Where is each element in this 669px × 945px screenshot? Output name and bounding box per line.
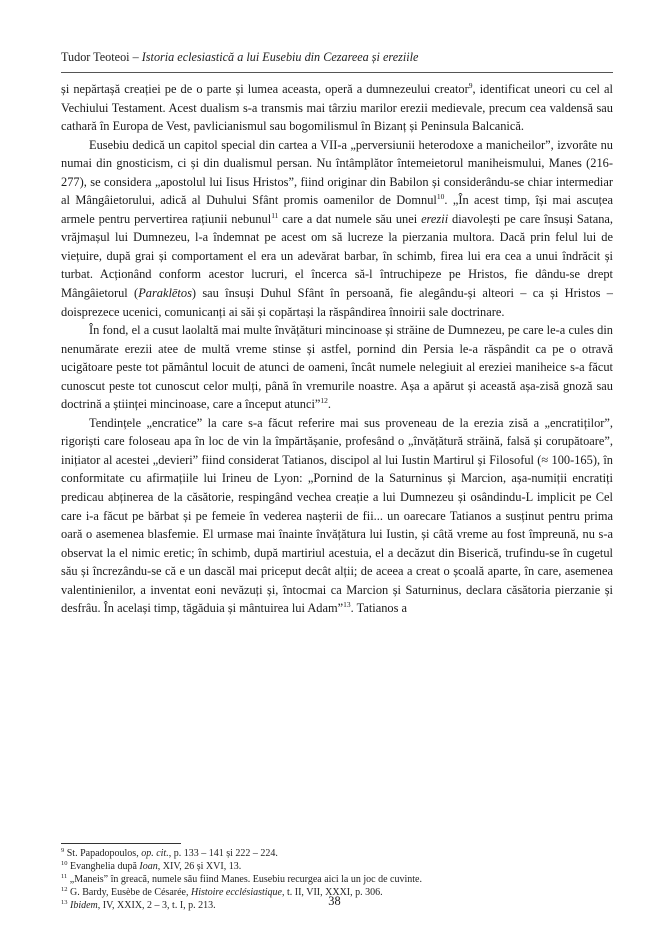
footnote-ref: 10 [436, 192, 445, 202]
italic-text: op. cit. [141, 848, 169, 859]
paragraph [61, 80, 613, 136]
text-run: . [327, 397, 332, 412]
header-rule [61, 72, 613, 73]
text-run: . „În acest timp, își mai ascuțea armele pentru pervertirea rațiunii nebunul [61, 193, 613, 226]
text-run: În fond, el a cusut laolaltă mai multe învățături mincinoase și străine de Dumnezeu, pe care le-a cules din nenumărate erezii atee de multă vreme stinse și astfel, pornind din Persia le-a răspândit ca pe o otravă ucigătoare peste tot pământul locuit de atunci de oameni, încât numele nelegiuit al ereziei maniheice s-a făcut cunoscut peste tot cunoscut celor mulți, până în vremurile noastre. Așa a apărut și această așa-zisă gnoză sau doctrină a științei mincinoase, care a început atunci” [61, 323, 613, 412]
header-separator: – [129, 50, 142, 64]
italic-text: Paraklētos [138, 286, 192, 301]
footnote-rule [61, 843, 181, 844]
text-run: care a dat numele său unei [278, 211, 422, 226]
text-run: G. Bardy, Eusèbe de Césarée, [70, 887, 191, 898]
footnote-number: 11 [61, 873, 68, 880]
text-run: , p. 133 – 141 și 222 – 224. [168, 848, 278, 859]
paragraph [61, 321, 613, 414]
text-run: ) sau însuși Duhul Sfânt în persoană, fie alegându-și alteori – ca și Hristos – doisprezece ucenici, comunicanți ai săi și copărtași la răspândirea înnoirii sale doctrinare. [61, 286, 613, 319]
body-text [61, 80, 613, 618]
footnote-number: 13 [61, 899, 68, 906]
footnote-ref: 9 [468, 81, 473, 90]
running-header [61, 50, 613, 65]
italic-text: Ibidem [70, 900, 98, 911]
text-run: . Tatianos a [350, 601, 408, 616]
header-title: Istoria eclesiastică a lui Eusebiu din Cezareea și ereziile [141, 50, 419, 64]
footnote [61, 873, 613, 886]
italic-text: erezii [421, 211, 449, 226]
text-run: , t. II, VII, XXXI, p. 306. [281, 887, 383, 898]
footnote-ref: 11 [271, 210, 279, 220]
text-run: Evanghelia după [70, 861, 140, 872]
italic-text: Ioan [139, 861, 158, 872]
footnote-ref: 13 [343, 600, 351, 610]
footnote-number: 12 [61, 886, 68, 893]
page-number: 38 [328, 894, 341, 908]
text-run: „Maneis” în greacă, numele său fiind Manes. Eusebiu recurgea aici la un joc de cuvinte. [69, 874, 422, 885]
footnote [61, 860, 613, 873]
paragraph [61, 136, 613, 321]
text-run: St. Papadopoulos, [66, 848, 142, 859]
text-run: , XIV, 26 și XVI, 13. [157, 861, 242, 872]
text-run: Eusebiu dedică un capitol special din cartea a VII-a „perversiunii heterodoxe a manicheilor”, izvorâte nu numai din gnosticism, ci și din dualismul persan. Nu întâmplător întemeietorul maniheismului, Manes (216-277), se considera „apostolul lui Iisus Hristos”, fiind originar din Babilon și considerându-se chiar intermediar al Mângâietorului, adică al Duhului Sfânt promis oamenilor de Domnul [61, 137, 613, 208]
paragraph [61, 414, 613, 618]
footnote-number: 9 [61, 847, 65, 854]
italic-text: Histoire ecclésiastique [190, 887, 282, 898]
text-run: , IV, XXIX, 2 – 3, t. I, p. 213. [97, 900, 216, 911]
footnote-ref: 12 [320, 396, 328, 406]
text-run: Tendințele „encratice” la care s-a făcut referire mai sus proveneau de la erezia zisă a „encratiților”, rigoriști care foloseau apa în loc de vin la împărtășanie, profesând o „învățătură străină, falsă și corupătoare”, inițiator al acestei „devieri” fiind considerat Tatianos, discipol al lui Iustin Martirul și Filosoful (≈ 100-165), în conformitate cu afirmațiile lui Irineu de Lyon: „Pornind de la Saturninus și Marcion, așa-numiții encratiți predicau abținerea de la căsătorie, respingând vechea creație a lui Dumnezeu și osândindu-L implicit pe Cel care i-a făcut pe bărbat și pe femeie în vederea nașterii de fii... un oarecare Tatianos a susținut pentru prima oară o asemenea blasfemie. El urmase mai înainte învățătura lui Iustin, și câtă vreme au fost împreună, nu s-a observat la el nimic eretic; în schimb, după martiriul acestuia, el a decăzut din Biserică, trufindu-se în cugetul său și încrezându-se că e un dascăl mai priceput decât alții; de aceea a creat o școală aparte, în care, asemenea valentinienilor, a inventat eoni nevăzuți și, întocmai ca Marcion și Saturninus, declara căsătoria pierzanie și desfrâu. În același timp, tăgăduia și mântuirea lui Adam” [61, 415, 613, 616]
text-run: și nepărtașă creației pe de o parte și lumea aceasta, operă a dumnezeului creator [61, 82, 469, 96]
footnote-number: 10 [61, 860, 68, 867]
text-run: , identificat uneori cu cel al Vechiului Testament. Acest dualism s-a transmis mai târziu marilor erezii medievale, precum cea valdensă sau cathară în Europa de Vest, pavlicianismul sau bogomilismul în Bizanț și Peninsula Balcanică. [61, 82, 614, 134]
text-run: diavolești pe care însuși Satana, vrăjmașul lui Dumnezeu, l-a îndemnat pe acest om să lucreze la pierzania multora. Dacă prin felul lui de viețuire, după grai și comportament el era un adevărat barbar, în schimb, firea lui era cea a unui îndrăcit și turbat. Acționând conform acestor lucruri, el încerca să-l întruchipeze pe Hristos, fie dându-se drept Mângâietorul ( [61, 211, 614, 301]
header-author: Tudor Teoteoi [61, 50, 130, 64]
footnote [61, 847, 613, 860]
